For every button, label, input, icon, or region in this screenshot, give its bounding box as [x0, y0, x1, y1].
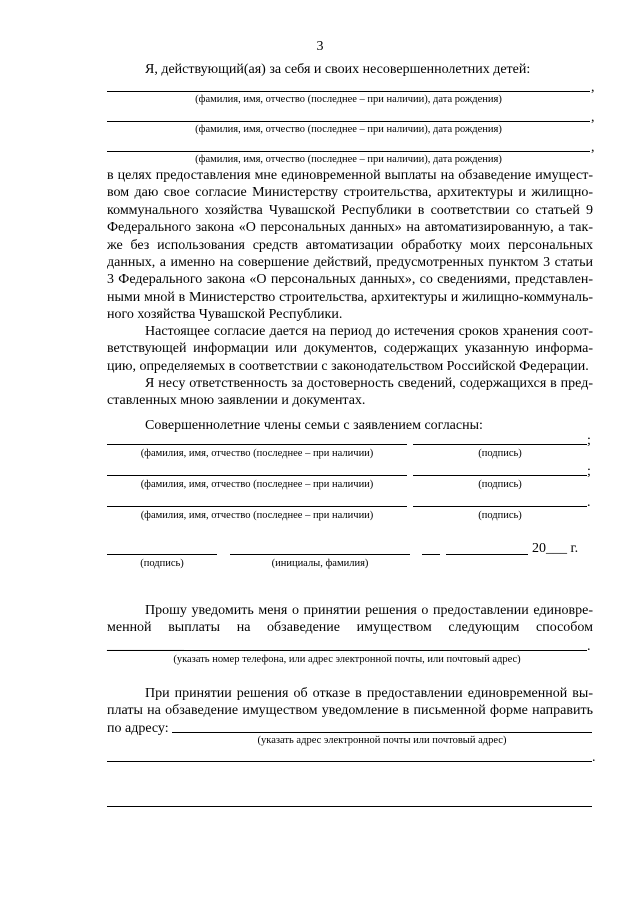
adult-2-end: ; — [587, 464, 591, 479]
address-line-2[interactable] — [107, 761, 592, 762]
child-line-1-caption: (фамилия, имя, отчество (последнее – при наличии), дата рождения) — [195, 94, 502, 105]
child-line-1-end: , — [591, 80, 595, 95]
period-paragraph: Настоящее согласие дается на период до истечения сроков хранения соответствующей информации или документов, содержащих указанную информацию, определяемых в соответствии с законодательством Российской Федерации. — [107, 324, 593, 374]
child-line-2-end: , — [591, 110, 595, 125]
adult-3-sign-line[interactable] — [413, 506, 587, 507]
initials-caption: (инициалы, фамилия) — [271, 558, 369, 569]
date-day-line[interactable] — [422, 554, 440, 555]
date-year-prefix: 20 — [532, 541, 546, 556]
adult-1-sign-caption: (подпись) — [478, 448, 522, 459]
adult-2-name-caption: (фамилия, имя, отчество (последнее – при наличии) — [140, 479, 374, 490]
consent-paragraph: в целях предоставления мне единовременной выплаты на обзаведение имуществом даю свое согласие Министерству строительства, архитектуры и жилищно-коммунального хозяйства Чувашской Республики в соответствии со статьей 9 Федерального закона «О персональных данных» на автоматизированную, а также без использования средств автоматизации обработку моих персональных данных, а именно на совершение действий, предусмотренных пунктом 3 статьи 3 Федерального закона «О персональных данных», со сведениями, представленными мной в Министерство строительства, архитектуры и жилищно-коммунального хозяйства Чувашской Республики. — [107, 168, 593, 323]
child-line-3[interactable] — [107, 151, 590, 152]
date-month-line[interactable] — [446, 554, 528, 555]
signature-line[interactable] — [107, 554, 217, 555]
child-line-2[interactable] — [107, 121, 590, 122]
date-year — [532, 540, 578, 557]
adult-1-sign-line[interactable] — [413, 444, 587, 445]
refusal-paragraph: При принятии решения об отказе в предоставлении единовременной выплаты на обзаведение имуществом уведомление в письменной форме направить по адресу: — [107, 686, 593, 736]
notify-line[interactable] — [107, 650, 587, 651]
adult-members-heading: Совершеннолетние члены семьи с заявлением согласны: — [145, 418, 483, 433]
adult-3-end: . — [587, 495, 591, 510]
address-line-1[interactable] — [172, 732, 592, 733]
adult-2-sign-caption: (подпись) — [478, 479, 522, 490]
child-line-3-end: , — [591, 140, 595, 155]
adult-1-end: ; — [587, 433, 591, 448]
adult-3-name-caption: (фамилия, имя, отчество (последнее – при наличии) — [140, 510, 374, 521]
adult-2-name-line[interactable] — [107, 475, 407, 476]
adult-3-sign-caption: (подпись) — [478, 510, 522, 521]
notify-caption: (указать номер телефона, или адрес электронной почты, или почтовый адрес) — [173, 654, 521, 665]
signature-caption: (подпись) — [140, 558, 184, 569]
responsibility-paragraph: Я несу ответственность за достоверность сведений, содержащихся в представленных мною заявлении и документах. — [107, 376, 593, 409]
adult-1-name-caption: (фамилия, имя, отчество (последнее – при наличии) — [140, 448, 374, 459]
child-line-1[interactable] — [107, 91, 590, 92]
child-line-2-caption: (фамилия, имя, отчество (последнее – при наличии), дата рождения) — [195, 124, 502, 135]
date-year-suffix: ___ г. — [546, 541, 579, 556]
initials-line[interactable] — [230, 554, 410, 555]
address-line-3[interactable] — [107, 806, 592, 807]
adult-2-sign-line[interactable] — [413, 475, 587, 476]
adult-3-name-line[interactable] — [107, 506, 407, 507]
address-end: . — [592, 750, 596, 765]
notify-paragraph: Прошу уведомить меня о принятии решения о предоставлении единовременной выплаты на обзаведение имуществом следующим способом ___________ — [107, 603, 593, 653]
address-caption: (указать адрес электронной почты или почтовый адрес) — [257, 735, 507, 746]
notify-end: . — [587, 639, 591, 654]
intro-text: Я, действующий(ая) за себя и своих несовершеннолетних детей: — [145, 62, 531, 77]
adult-1-name-line[interactable] — [107, 444, 407, 445]
child-line-3-caption: (фамилия, имя, отчество (последнее – при наличии), дата рождения) — [195, 154, 502, 165]
page-number: 3 — [316, 39, 324, 54]
